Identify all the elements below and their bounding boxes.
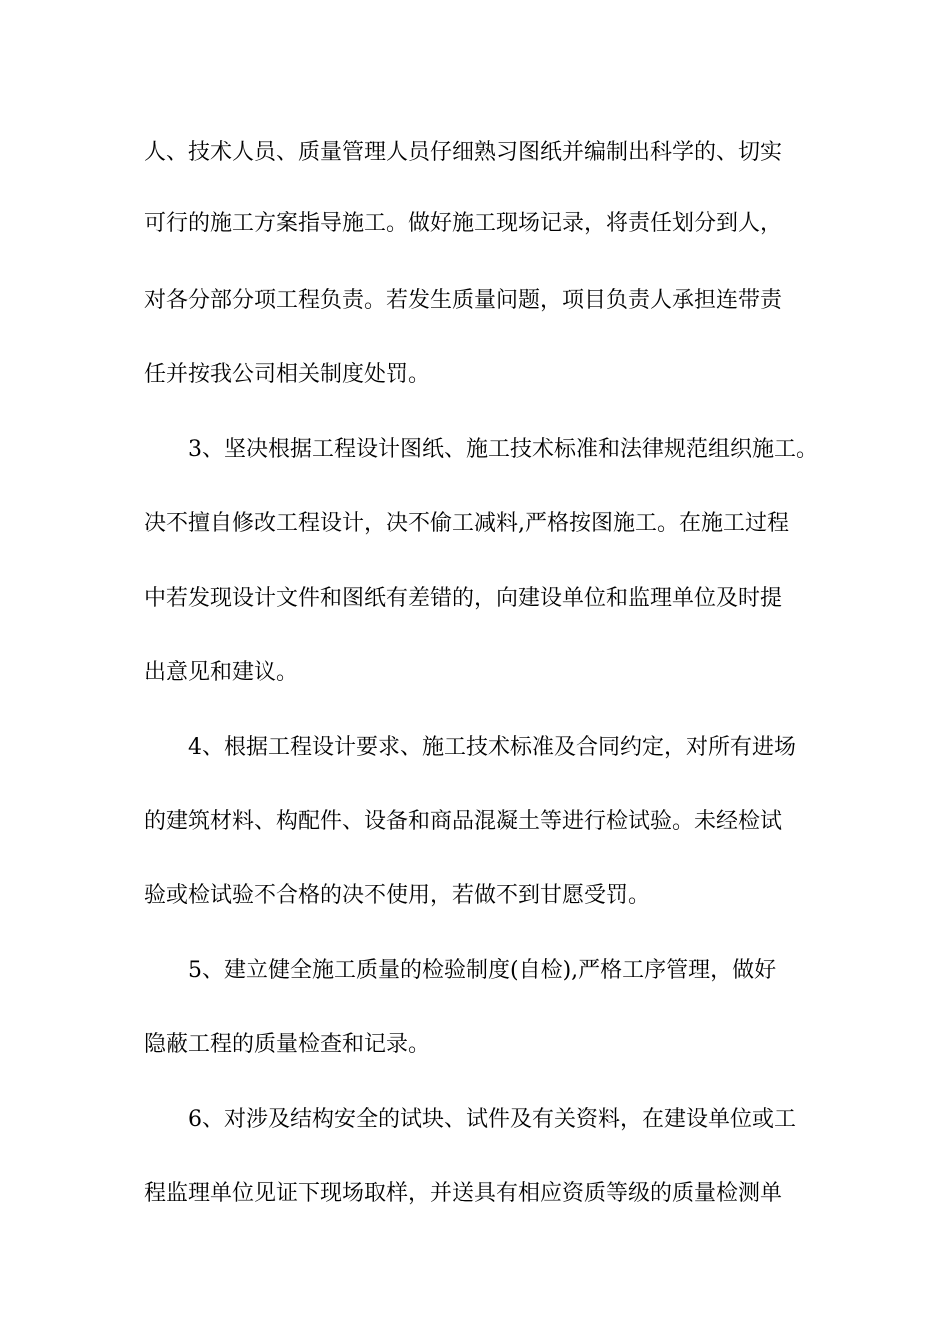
text-line-8: 出意见和建议。	[144, 660, 299, 685]
text-line-15: 程监理单位见证下现场取样，并送具有相应资质等级的质量检测单	[144, 1181, 783, 1206]
text-line-3: 对各分部分项工程负责。若发生质量问题，项目负责人承担连带责	[144, 288, 783, 313]
text-line-12: 5、建立健全施工质量的检验制度(自检),严格工序管理，做好	[188, 958, 777, 983]
text-line-4: 任并按我公司相关制度处罚。	[144, 362, 431, 387]
text-line-9: 4、根据工程设计要求、施工技术标准及合同约定，对所有进场	[188, 735, 796, 760]
text-line-6: 决不擅自修改工程设计，决不偷工减料,严格按图施工。在施工过程	[144, 511, 789, 536]
text-line-13: 隐蔽工程的质量检查和记录。	[144, 1032, 431, 1057]
text-line-1: 人、技术人员、质量管理人员仔细熟习图纸并编制出科学的、切实	[144, 140, 783, 165]
text-line-10: 的建筑材料、构配件、设备和商品混凝土等进行检试验。未经检试	[144, 809, 783, 834]
text-line-11: 验或检试验不合格的决不使用，若做不到甘愿受罚。	[144, 883, 651, 908]
text-line-14: 6、对涉及结构安全的试块、试件及有关资料，在建设单位或工	[188, 1107, 796, 1132]
text-line-5: 3、坚决根据工程设计图纸、施工技术标准和法律规范组织施工。	[188, 437, 818, 462]
text-line-2: 可行的施工方案指导施工。做好施工现场记录，将责任划分到人，	[144, 211, 783, 236]
text-line-7: 中若发现设计文件和图纸有差错的，向建设单位和监理单位及时提	[144, 586, 783, 611]
